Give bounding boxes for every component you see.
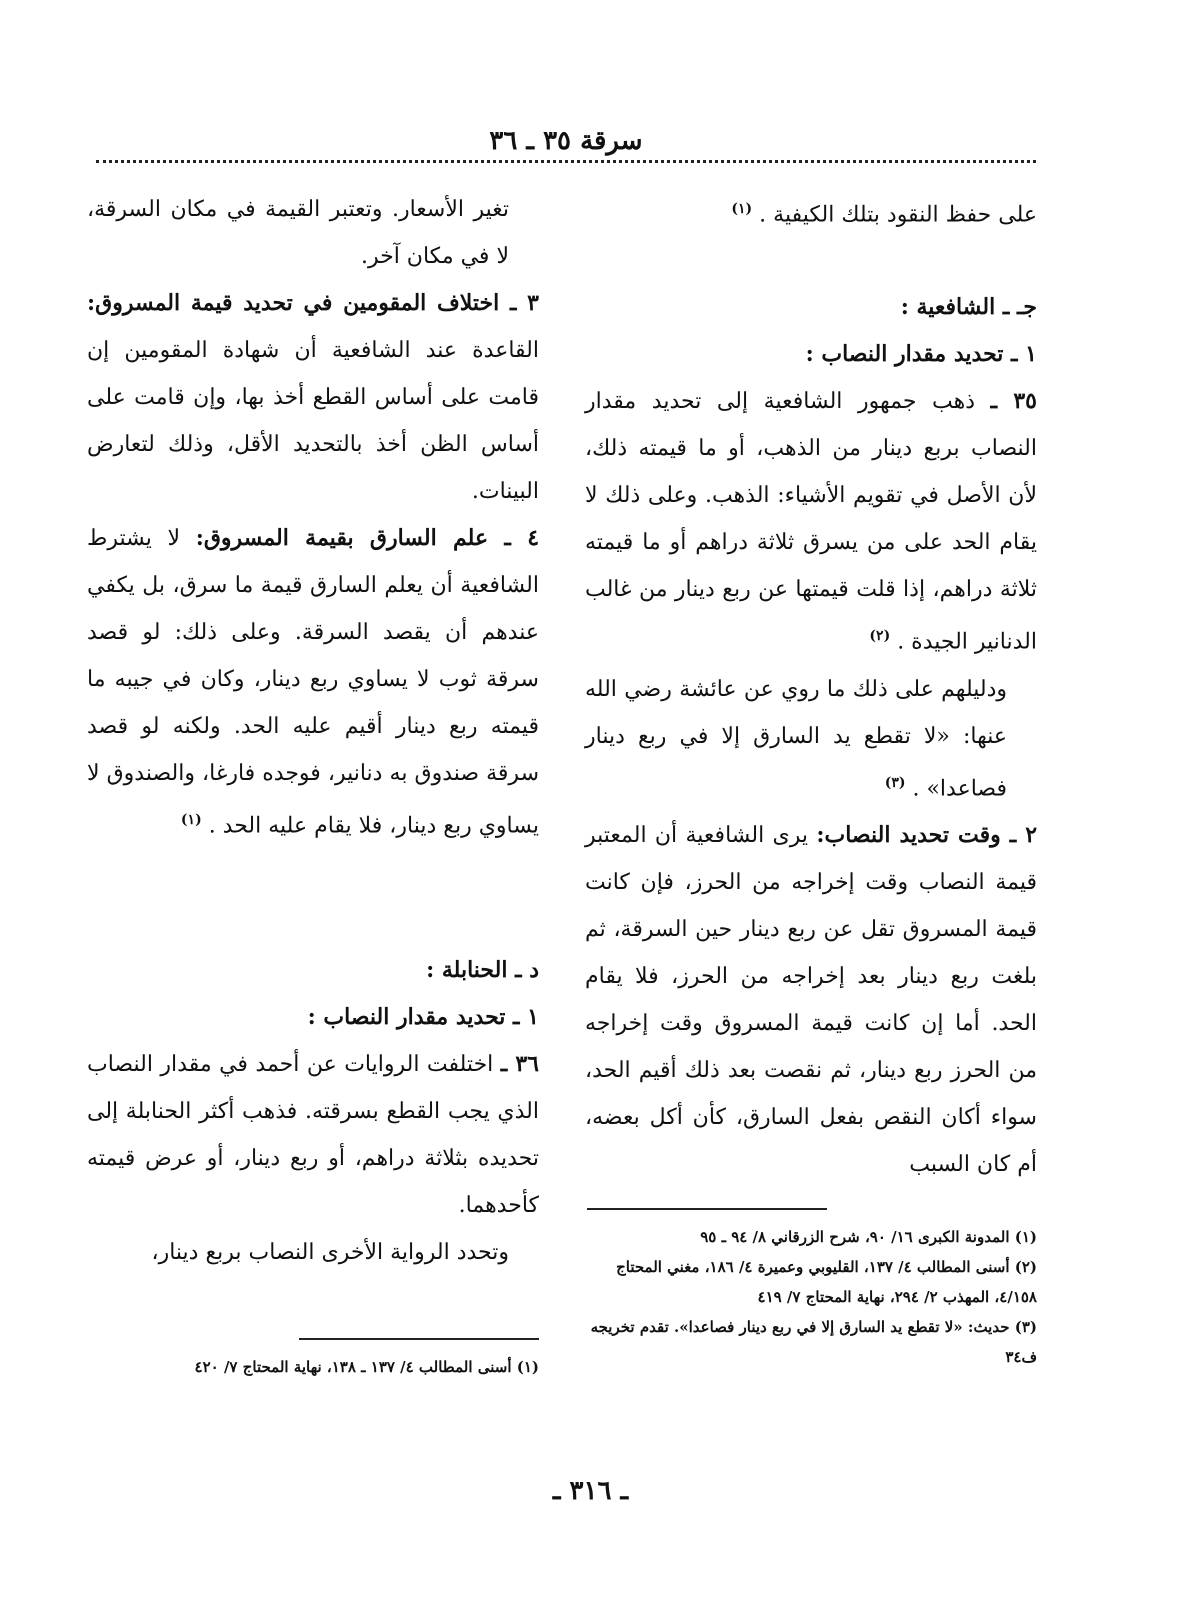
paragraph — [87, 515, 539, 849]
paragraph-lead: ٢ ـ وقت تحديد النصاب: — [816, 821, 1038, 848]
footnote-divider — [299, 1338, 539, 1340]
paragraph-text: القاعدة عند الشافعية أن شهادة المقومين إن قامت على أساس القطع أخذ بها، وإن قامت على أساس الظن أخذ بالتحديد الأقل، وذلك لتعارض البينات. — [87, 338, 539, 504]
paragraph — [87, 280, 539, 515]
footnote-ref: (٢) — [869, 628, 891, 645]
paragraph-number: ٣٥ ـ — [990, 388, 1037, 415]
footnote: (٣) حديث: «لا تقطع يد السارق إلا في ربع دينار فصاعدا». تقدم تخريجه ف٣٤ — [590, 1317, 1037, 1366]
footnote-divider — [587, 1208, 827, 1210]
paragraph-number: ٣٦ ـ — [500, 1051, 539, 1078]
footnote: (١) المدونة الكبرى ١٦/ ٩٠، شرح الزرقاني ٨/ ٩٤ ـ ٩٥ — [700, 1227, 1037, 1246]
section-heading: د ـ الحنابلة : — [426, 957, 539, 984]
footnote: (١) أسنى المطالب ٤/ ١٣٧ ـ ١٣٨، نهاية المحتاج ٧/ ٤٢٠ — [194, 1358, 539, 1377]
paragraph-lead: ٣ ـ اختلاف المقومين في تحديد قيمة المسروق: — [87, 290, 539, 316]
page-number: ـ ٣١٦ ـ — [552, 1476, 629, 1506]
paragraph: تغير الأسعار. وتعتبر القيمة في مكان السرقة، لا في مكان آخر. — [87, 197, 509, 269]
paragraph — [87, 1041, 539, 1229]
spacer — [585, 238, 1037, 284]
paragraph — [585, 666, 1037, 812]
subsection-heading: ١ ـ تحديد مقدار النصاب : — [805, 341, 1037, 368]
paragraph — [585, 186, 1037, 238]
section-heading: جـ ـ الشافعية : — [900, 294, 1037, 321]
left-column — [87, 186, 539, 1382]
footnote-ref: (١) — [180, 812, 202, 828]
paragraph-text: لا يشترط الشافعية أن يعلم السارق قيمة ما سرق، بل يكفي عندهم أن يقصد السرقة. وعلى ذلك: لو قصد سرقة ثوب لا يساوي ربع دينار، وكان في جيبه ما قيمته ربع دينار أقيم عليه الحد. ولكنه لو قصد سرقة صندوق به دنانير، فوجده فارغا، والصندوق لا يساوي ربع دينار، فلا يقام عليه الحد . — [87, 526, 539, 839]
footnote: (٢) أسنى المطالب ٤/ ١٣٧، القليوبي وعميرة ٤/ ١٨٦، مغني المحتاج ٤/١٥٨، المهذب ٢/ ٢٩٤، نهاية المحتاج ٧/ ٤١٩ — [616, 1257, 1037, 1306]
footnote-ref: (٣) — [884, 774, 906, 791]
paragraph — [585, 378, 1037, 665]
subsection-heading: ١ ـ تحديد مقدار النصاب : — [307, 1004, 539, 1031]
footnote-ref: (١) — [731, 201, 753, 217]
paragraph: وتحدد الرواية الأخرى النصاب بربع دينار، — [151, 1240, 509, 1266]
running-header: سرقة ٣٥ ـ ٣٦ — [489, 126, 643, 156]
paragraph-text: يرى الشافعية أن المعتبر قيمة النصاب وقت إخراجه من الحرز، فإن كانت قيمة المسروق تقل عن ربع دينار حين السرقة، ثم بلغت ربع دينار بعد إخراجه من الحرز، فلا يقام الحد. أما إن كانت قيمة المسروق وقت إخراجه من الحرز ربع دينار، ثم نقصت بعد ذلك أقيم الحد، سواء أكان النقص بفعل السارق، كأن أكل بعضه، أم كان السبب — [585, 822, 1037, 1177]
paragraph-lead: ٤ ـ علم السارق بقيمة المسروق: — [195, 525, 540, 551]
header-divider — [96, 160, 1036, 163]
right-column — [585, 186, 1037, 1372]
paragraph — [585, 812, 1037, 1188]
spacer — [87, 849, 539, 947]
paragraph-text: اختلفت الروايات عن أحمد في مقدار النصاب الذي يجب القطع بسرقته. فذهب أكثر الحنابلة إلى تحديده بثلاثة دراهم، أو ربع دينار، أو عرض قيمته كأحدهما. — [87, 1052, 539, 1219]
paragraph-text: على حفظ النقود بتلك الكيفية . — [759, 202, 1037, 228]
paragraph-text: ودليلهم على ذلك ما روي عن عائشة رضي الله عنها: «لا تقطع يد السارق إلا في ربع دينار فصاعدا» . — [585, 676, 1007, 801]
paragraph-text: ذهب جمهور الشافعية إلى تحديد مقدار النصاب بربع دينار من الذهب، أو ما قيمته ذلك، لأن الأصل في تقويم الأشياء: الذهب. وعلى ذلك لا يقام الحد على من يسرق ثلاثة دراهم أو ما قيمته ثلاثة دراهم، إذا قلت قيمتها عن ربع دينار من غالب الدنانير الجيدة . — [585, 389, 1037, 655]
